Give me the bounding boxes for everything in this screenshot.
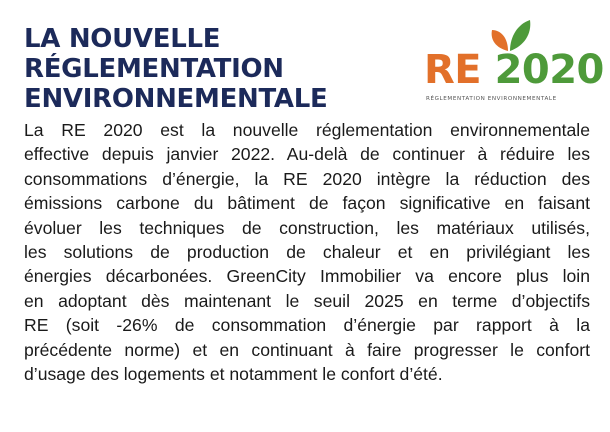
body-line: La RE 2020 est la nouvelle réglementation environnementale	[24, 120, 590, 140]
body-paragraph	[24, 118, 590, 386]
body-line: précédente norme) et en continuant à faire progresser le confort	[24, 339, 590, 360]
logo-re: RE	[424, 47, 482, 93]
body-line: effective depuis janvier 2022. Au-delà de continuer à réduire les	[24, 144, 590, 165]
body-line: évoluer les techniques de construction, les matériaux utilisés,	[24, 217, 590, 238]
body-line: énergies décarbonées. GreenCity Immobilier va encore plus loin	[24, 266, 590, 287]
body-line: les solutions de production de chaleur et en privilégiant les	[24, 242, 590, 263]
page-title	[24, 24, 424, 114]
title-line-2: RÉGLEMENTATION	[24, 54, 284, 84]
title-line-1: LA NOUVELLE	[24, 24, 221, 54]
body-line: d’usage des logements et notamment le confort d’été.	[24, 364, 443, 385]
title-line-3: ENVIRONNEMENTALE	[24, 84, 328, 114]
logo-subtitle: RÉGLEMENTATION ENVIRONNEMENTALE	[426, 96, 557, 102]
re2020-logo	[420, 18, 604, 108]
body-line: RE (soit -26% de consommation d’énergie par rapport à la	[24, 315, 590, 336]
body-line: émissions carbone du bâtiment de façon significative en faisant	[24, 193, 590, 214]
body-line: en adoptant dès maintenant le seuil 2025 en terme d’objectifs	[24, 290, 590, 311]
logo-wordmark	[424, 46, 604, 94]
logo-year: 2020	[494, 47, 604, 93]
body-line: consommations d’énergie, la RE 2020 intègre la réduction des	[24, 168, 590, 189]
